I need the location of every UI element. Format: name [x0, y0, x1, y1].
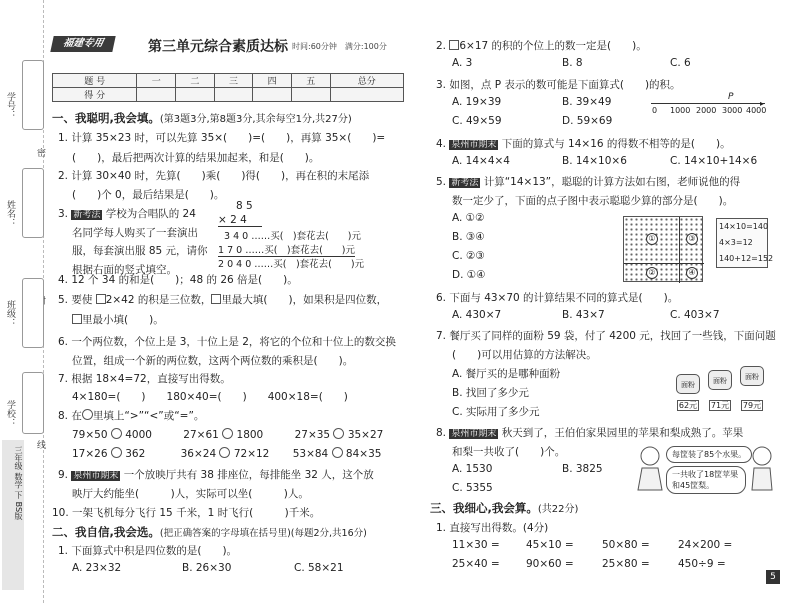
- section-3-title: 三、我细心,我会算。(共22分): [430, 501, 579, 515]
- tick-label: 3000: [722, 106, 743, 115]
- q2-line2: ( )个 0，最后结果是( )。: [72, 189, 225, 201]
- c4-option-a[interactable]: A. 14×4×4: [452, 155, 510, 167]
- c8-line1: 8. 泉州市期末 秋天到了，王伯伯家果园里的苹果和梨成熟了。苹果: [436, 427, 744, 439]
- region-marker: ②: [646, 267, 658, 279]
- student-id-label: 学号：: [5, 92, 15, 119]
- q6-line1: 6. 一个两位数，个位上是 3，十位上是 2，将它的个位和十位上的数交换: [58, 336, 396, 348]
- score-cell[interactable]: [176, 88, 215, 102]
- score-cell[interactable]: [137, 88, 176, 102]
- q9-line1: 9. 泉州市期末 一个放映厅共有 38 排座位，每排能坐 32 人，这个放: [58, 469, 374, 481]
- q1-line2: ( )，最后把两次计算的结果加起来，和是( )。: [72, 152, 320, 164]
- compare-circle[interactable]: [333, 428, 344, 439]
- c4-option-b[interactable]: B. 14×10×6: [562, 155, 627, 167]
- region-marker: ③: [686, 233, 698, 245]
- girl-icon: [636, 444, 664, 494]
- c7-option-b[interactable]: B. 找回了多少元: [452, 387, 529, 399]
- blank-box[interactable]: [96, 294, 106, 304]
- q8-row2: 17×26 362 36×24 72×12 53×84 84×35: [72, 448, 382, 460]
- c8-line2: 和梨一共收了( )个。: [452, 446, 566, 458]
- q4: 4. 12 个 34 的和是( )；48 的 26 倍是( )。: [58, 274, 298, 286]
- c2-option-b[interactable]: B. 8: [562, 57, 583, 69]
- q8-row1: 79×50 4000 27×61 1800 27×35 35×27: [72, 429, 384, 441]
- c7-line1: 7. 餐厅买了同样的面粉 59 袋，付了 4200 元，找回了一些钱，下面问题: [436, 330, 776, 342]
- score-row-label: 得 分: [53, 88, 137, 102]
- cut-mark: 线: [35, 440, 45, 449]
- score-header: 三: [214, 74, 253, 88]
- c1-option-a[interactable]: A. 23×32: [72, 562, 122, 574]
- calc-item[interactable]: 45×10 =: [526, 539, 574, 551]
- page-number: 5: [766, 570, 780, 584]
- c2-option-a[interactable]: A. 3: [452, 57, 473, 69]
- region-badge: 福建专用: [50, 36, 115, 52]
- price-tag: 71元: [710, 401, 730, 410]
- vertical-calc-top: 8 5: [236, 200, 253, 212]
- score-header: 题 号: [53, 74, 137, 88]
- c7-option-a[interactable]: A. 餐厅买的是哪种面粉: [452, 368, 561, 380]
- score-cell[interactable]: [214, 88, 253, 102]
- number-line: [651, 103, 765, 104]
- exam-info: 时间:60分钟 满分:100分: [292, 42, 387, 51]
- vertical-calc-row1: 3 4 0 ……买( )套花去( )元: [224, 231, 362, 242]
- q3-line1: 3. 新考法 学校为合唱队的 24: [58, 208, 196, 220]
- tick-label: 2000: [696, 106, 717, 115]
- c3-option-c[interactable]: C. 49×59: [452, 115, 502, 127]
- c4-question: 4. 泉州市期末 下面的算式与 14×16 的得数不相等的是( )。: [436, 138, 731, 150]
- c6-option-a[interactable]: A. 430×7: [452, 309, 502, 321]
- class-box[interactable]: [22, 278, 44, 348]
- c3-option-d[interactable]: D. 59×69: [562, 115, 613, 127]
- score-header: 总分: [330, 74, 403, 88]
- score-header: 五: [291, 74, 330, 88]
- c5-option-d[interactable]: D. ①④: [452, 269, 486, 281]
- c1-option-b[interactable]: B. 26×30: [182, 562, 232, 574]
- c3-question: 3. 如图，点 P 表示的数可能是下面算式( )的积。: [436, 79, 681, 91]
- k1-question: 1. 直接写出得数。(4分): [436, 522, 549, 534]
- q7-line2: 4×180=( ) 180×40=( ) 400×18=( ): [72, 391, 348, 403]
- calc-item[interactable]: 25×80 =: [602, 558, 650, 570]
- score-table: [52, 73, 404, 102]
- q7-line1: 7. 根据 18×4=72，直接写出得数。: [58, 373, 231, 385]
- student-id-box[interactable]: [22, 60, 44, 130]
- q3-line2: 名同学每人购买了一套演出: [72, 227, 198, 239]
- grade-label: 三年级 数学 下 BS版: [2, 440, 24, 590]
- c7-line2: ( )可以用估算的方法解决。: [452, 349, 597, 361]
- q5-line1: 5. 要使 2×42 的积是三位数， 里最大填( )，如果积是四位数，: [58, 294, 388, 306]
- point-p-label: P: [728, 92, 734, 102]
- score-header: 一: [137, 74, 176, 88]
- flour-bag-icon: 面粉: [676, 374, 700, 394]
- c5-option-a[interactable]: A. ①②: [452, 212, 485, 224]
- blank-box[interactable]: [72, 314, 82, 324]
- calc-item[interactable]: 24×200 =: [678, 539, 733, 551]
- region-marker: ①: [646, 233, 658, 245]
- page-title: 第三单元综合素质达标: [148, 39, 288, 55]
- name-box[interactable]: [22, 168, 44, 238]
- calc-item[interactable]: 11×30 =: [452, 539, 500, 551]
- score-cell[interactable]: [291, 88, 330, 102]
- tick-label: 0: [652, 106, 658, 115]
- score-cell[interactable]: [253, 88, 292, 102]
- calc-item[interactable]: 25×40 =: [452, 558, 500, 570]
- compare-circle[interactable]: [111, 428, 122, 439]
- q1-line1: 1. 计算 35×23 时，可以先算 35×( )=( )，再算 35×( )=: [58, 132, 386, 144]
- compare-circle[interactable]: [332, 447, 343, 458]
- c5-option-c[interactable]: C. ②③: [452, 250, 485, 262]
- cut-mark: 密: [35, 148, 45, 157]
- calc-item[interactable]: 450÷9 =: [678, 558, 726, 570]
- price-tag: 79元: [742, 401, 762, 410]
- q3-line4: 根据右面的竖式填空。: [72, 264, 177, 276]
- flour-bag-icon: 面粉: [708, 370, 732, 390]
- tick-label: 1000: [670, 106, 691, 115]
- c4-option-c[interactable]: C. 14×10+14×6: [670, 155, 758, 167]
- q10: 10. 一架飞机每分飞行 15 千米，1 时飞行( )千米。: [52, 507, 321, 519]
- name-label: 姓名：: [5, 200, 15, 227]
- score-header: 四: [253, 74, 292, 88]
- vertical-calc-row3: 2 0 4 0 ……买( )套花去( )元: [218, 259, 365, 270]
- c3-option-b[interactable]: B. 39×49: [562, 96, 612, 108]
- c1-option-c[interactable]: C. 58×21: [294, 562, 344, 574]
- q6-line2: 位置，组成一个新的两位数，这两个两位数的乘积是( )。: [72, 355, 354, 367]
- region-marker: ④: [686, 267, 698, 279]
- q9-line2: 映厅大约能坐( )人，实际可以坐( )人。: [72, 488, 309, 500]
- c2-option-c[interactable]: C. 6: [670, 57, 691, 69]
- compare-circle[interactable]: [82, 409, 93, 420]
- score-header: 二: [176, 74, 215, 88]
- class-label: 班级：: [5, 300, 15, 327]
- calc-item[interactable]: 90×60 =: [526, 558, 574, 570]
- speech-bubble: 每筐装了85个水果。: [666, 446, 752, 463]
- q2-line1: 2. 计算 30×40 时，先算( )乘( )得( )，再在积的末尾添: [58, 170, 370, 182]
- c5-line1: 5. 新考法 计算“14×13”，聪聪的计算方法如右图，老师说他的得: [436, 176, 741, 188]
- q8-line1: 8. 在 里填上“>”“<”或“=”。: [58, 410, 205, 422]
- arrow-right-icon: ▸: [760, 99, 765, 108]
- vertical-calc-mult: × 2 4: [218, 214, 262, 227]
- c8-option-b[interactable]: B. 3825: [562, 463, 603, 475]
- compare-circle[interactable]: [111, 447, 122, 458]
- binding-strip: [0, 0, 44, 603]
- calc-item[interactable]: 50×80 =: [602, 539, 650, 551]
- dot-grid: [623, 216, 703, 282]
- school-label: 学校：: [5, 400, 15, 427]
- tick-label: 4000: [746, 106, 767, 115]
- boy-icon: [748, 444, 776, 494]
- blank-box[interactable]: [449, 40, 459, 50]
- score-cell[interactable]: [330, 88, 403, 102]
- c8-option-c[interactable]: C. 5355: [452, 482, 493, 494]
- vertical-calc-row2: 1 7 0 ……买( )套花去( )元: [218, 242, 355, 257]
- c3-option-a[interactable]: A. 19×39: [452, 96, 502, 108]
- school-box[interactable]: [22, 372, 44, 434]
- section-2-title: 二、我自信,我会选。(把正确答案的字母填在括号里)(每题2分,共16分): [52, 525, 367, 539]
- c5-option-b[interactable]: B. ③④: [452, 231, 485, 243]
- c8-option-a[interactable]: A. 1530: [452, 463, 493, 475]
- calc-note: 14×10=140 4×3=12 140+12=152: [716, 218, 768, 268]
- c6-question: 6. 下面与 43×70 的计算结果不同的算式是( )。: [436, 292, 679, 304]
- c7-option-c[interactable]: C. 实际用了多少元: [452, 406, 540, 418]
- flour-bag-icon: 面粉: [740, 366, 764, 386]
- c6-option-b[interactable]: B. 43×7: [562, 309, 605, 321]
- c2-question: 2. 6×17 的积的个位上的数一定是( )。: [436, 40, 647, 52]
- section-1-title: 一、我聪明,我会填。(第3题3分,第8题3分,其余每空1分,共27分): [52, 111, 352, 125]
- blank-box[interactable]: [211, 294, 221, 304]
- compare-circle[interactable]: [219, 447, 230, 458]
- price-tag: 62元: [678, 401, 698, 410]
- c6-option-c[interactable]: C. 403×7: [670, 309, 720, 321]
- compare-circle[interactable]: [222, 428, 233, 439]
- q3-line3: 服，每套演出服 85 元，请你: [72, 245, 208, 257]
- c1-question: 1. 下面算式中积是四位数的是( )。: [58, 545, 238, 557]
- q5-line2: 里最小填( )。: [72, 312, 164, 327]
- speech-bubble: 一共收了18筐苹果和45筐梨。: [666, 466, 746, 494]
- c5-line2: 数一定少了，下面的点子图中表示聪聪少算的部分是( )。: [452, 195, 734, 207]
